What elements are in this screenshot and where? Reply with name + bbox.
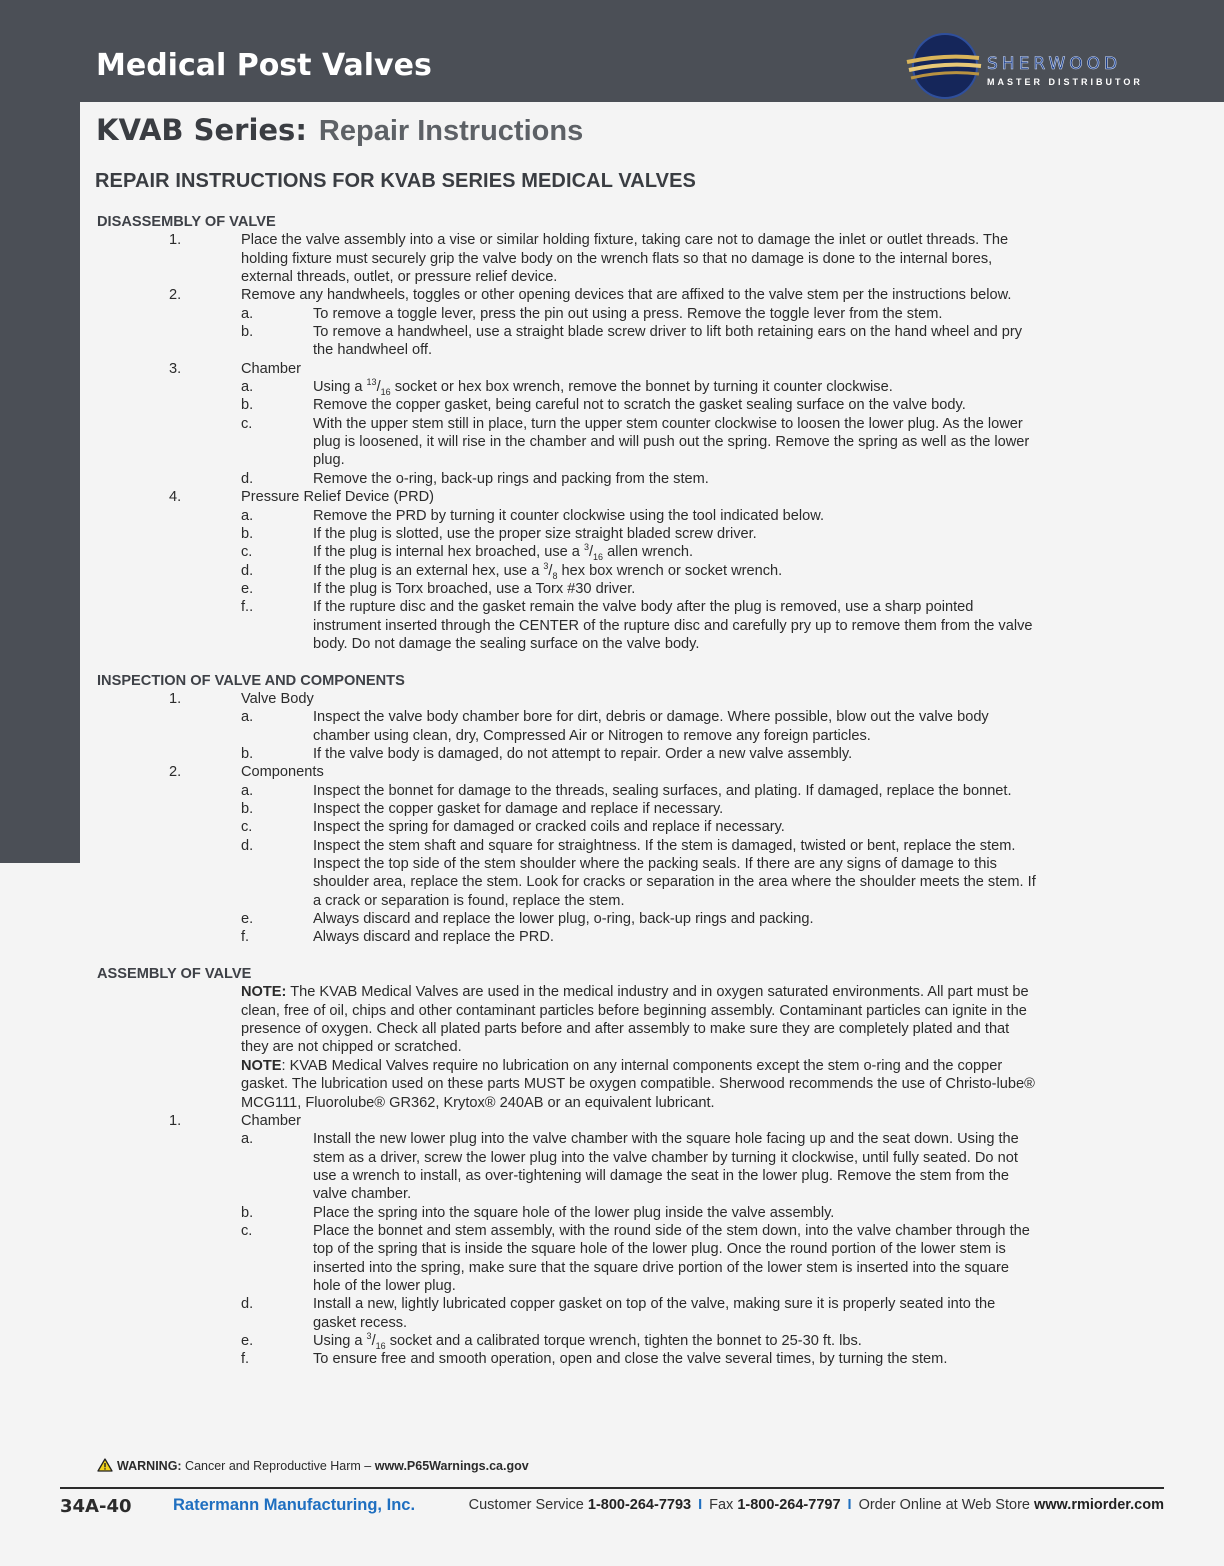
list-text: Inspect the valve body chamber bore for dirt, debris or damage. Where possible, blow out the valve body chamber using clean, dry, Compressed Air or Nitrogen to remove any foreign particles. xyxy=(313,709,989,744)
disassembly-title: DISASSEMBLY OF VALVE xyxy=(97,214,276,230)
list-text: To remove a handwheel, use a straight blade screw driver to lift both retaining ears on the hand wheel and pry the handwheel off. xyxy=(313,324,1023,359)
list-marker: a. xyxy=(241,507,254,524)
text-run: If the plug is internal hex broached, use a xyxy=(313,544,584,561)
list-text: Always discard and replace the lower plug, o-ring, back-up rings and packing. xyxy=(313,911,814,928)
note-label: NOTE: xyxy=(241,984,287,1001)
list-text: Chamber xyxy=(241,1112,302,1129)
list-item xyxy=(97,1222,1037,1295)
list-text: Install a new, lightly lubricated copper gasket on top of the valve, making sure it is properly seated into the gasket recess. xyxy=(313,1296,996,1331)
text-run: Using a xyxy=(313,379,367,396)
fax-label: Fax xyxy=(709,1497,738,1513)
list-marker: c. xyxy=(241,544,253,561)
page-number: 34A-40 xyxy=(60,1496,132,1517)
section-heading: REPAIR INSTRUCTIONS FOR KVAB SERIES MEDICAL VALVES xyxy=(95,170,696,192)
list-marker: d. xyxy=(241,1296,254,1313)
list-item xyxy=(97,837,1037,910)
spacer xyxy=(97,947,1037,965)
list-text: Remove the PRD by turning it counter clockwise using the tool indicated below. xyxy=(313,507,825,524)
fraction-slash: / xyxy=(376,379,381,396)
list-item xyxy=(97,360,1037,378)
warning-notice xyxy=(97,1458,529,1473)
list-marker: 1. xyxy=(169,690,182,707)
list-item xyxy=(97,1295,1037,1332)
list-marker: f. xyxy=(241,929,250,946)
list-item xyxy=(97,1350,1037,1368)
fraction-denominator: 16 xyxy=(375,1340,386,1351)
list-text: Inspect the copper gasket for damage and replace if necessary. xyxy=(313,801,724,817)
list-marker: e. xyxy=(241,1332,254,1349)
fraction-numerator: 3 xyxy=(543,560,549,571)
assembly-title: ASSEMBLY OF VALVE xyxy=(97,966,252,983)
list-marker: c. xyxy=(241,1222,253,1239)
fraction-numerator: 3 xyxy=(583,542,589,553)
text-run: Using a xyxy=(313,1332,367,1349)
list-marker: 1. xyxy=(169,1112,182,1129)
list-item xyxy=(97,782,1037,800)
sherwood-logo xyxy=(905,32,1155,100)
list-text: Place the spring into the square hole of the lower plug inside the valve assembly. xyxy=(313,1204,835,1221)
list-text: With the upper stem still in place, turn the upper stem counter clockwise to loosen the lower plug. As the lower plug is loosened, it will rise in the chamber and will push out the spring. Remove the spring as well as the lower plug. xyxy=(313,415,1030,469)
fax-phone: 1-800-264-7797 xyxy=(737,1497,841,1513)
footer-separator: I xyxy=(698,1497,703,1513)
list-marker: a. xyxy=(241,1131,254,1148)
contact-info xyxy=(469,1497,1164,1513)
list-item xyxy=(97,818,1037,836)
series-subtitle: Repair Instructions xyxy=(318,115,584,147)
warning-link[interactable]: www.P65Warnings.ca.gov xyxy=(374,1459,529,1473)
list-item xyxy=(97,800,1037,818)
list-marker: a. xyxy=(241,379,254,396)
text-run: socket and a calibrated torque wrench, tighten the bonnet to 25-30 ft. lbs. xyxy=(385,1332,862,1349)
list-text xyxy=(313,560,783,581)
list-item xyxy=(97,415,1037,470)
page-header xyxy=(0,0,1224,102)
list-item xyxy=(97,543,1037,561)
list-text: Remove any handwheels, toggles or other opening devices that are affixed to the valve stem per the instructions below. xyxy=(241,287,1012,304)
list-marker: 3. xyxy=(169,360,182,377)
list-item xyxy=(97,1332,1037,1350)
list-text: Remove the o-ring, back-up rings and packing from the stem. xyxy=(313,470,709,487)
list-marker: 2. xyxy=(169,287,182,304)
customer-service-phone[interactable]: 1-800-264-7793 xyxy=(587,1497,692,1513)
list-marker: c. xyxy=(241,415,253,432)
sherwood-globe-icon xyxy=(905,32,985,100)
note-paragraph xyxy=(97,1057,1037,1112)
header-title: Medical Post Valves xyxy=(96,48,432,83)
list-item xyxy=(97,598,1037,653)
list-text: Inspect the stem shaft and square for straightness. If the stem is damaged, twisted or bent, replace the stem. Inspect the top side of the stem shoulder where the packing seals. If there are any signs of damage to this shoulder area, replace the stem. Look for cracks or separation in the area where the shoulder meets the stem. If a crack or separation is found, replace the stem. xyxy=(313,837,1036,909)
list-item xyxy=(97,745,1037,763)
list-text xyxy=(313,1333,862,1349)
list-item xyxy=(97,1204,1037,1222)
list-marker: b. xyxy=(241,397,254,414)
footer-separator: I xyxy=(847,1497,852,1513)
text-run: hex box wrench or socket wrench. xyxy=(557,562,783,579)
logo-subtitle: MASTER DISTRIBUTOR xyxy=(987,77,1143,87)
text-run: If the plug is an external hex, use a xyxy=(313,562,544,579)
list-marker: a. xyxy=(241,782,254,799)
list-item xyxy=(97,928,1037,946)
list-item xyxy=(97,286,1037,304)
list-marker: a. xyxy=(241,305,254,322)
list-item xyxy=(97,690,1037,708)
side-tab xyxy=(0,102,80,863)
order-url[interactable]: www.rmiorder.com xyxy=(1034,1497,1164,1513)
list-marker: b. xyxy=(241,1204,254,1221)
list-text: Inspect the bonnet for damage to the threads, sealing surfaces, and plating. If damaged, replace the bonnet. xyxy=(313,782,1012,799)
list-text: If the rupture disc and the gasket remain the valve body after the plug is removed, use a sharp pointed instrument inserted through the CENTER of the rupture disc and carefully pry up to remove them from the valve body. Do not damage the sealing surface on the valve body. xyxy=(313,599,1033,652)
list-item xyxy=(97,507,1037,525)
list-text: Inspect the spring for damaged or cracked coils and replace if necessary. xyxy=(313,819,785,836)
list-text: To ensure free and smooth operation, open and close the valve several times, by turning the stem. xyxy=(313,1351,948,1368)
list-marker: a. xyxy=(241,709,254,726)
list-text: Remove the copper gasket, being careful not to scratch the gasket sealing surface on the valve body. xyxy=(313,397,966,414)
customer-service-label: Customer Service xyxy=(468,1497,588,1513)
list-text: If the plug is Torx broached, use a Torx #30 driver. xyxy=(313,580,636,597)
list-text: If the plug is slotted, use the proper size straight bladed screw driver. xyxy=(313,525,757,542)
warning-text: Cancer and Reproductive Harm – xyxy=(181,1459,375,1473)
note-paragraph xyxy=(97,983,1037,1056)
fraction-numerator: 3 xyxy=(366,1331,372,1342)
list-marker: f. xyxy=(241,1351,250,1368)
spacer xyxy=(97,653,1037,671)
list-marker: 2. xyxy=(169,764,182,781)
list-item xyxy=(97,1112,1037,1130)
list-item xyxy=(97,525,1037,543)
list-text: If the valve body is damaged, do not attempt to repair. Order a new valve assembly. xyxy=(313,745,853,762)
note-text: : KVAB Medical Valves require no lubrication on any internal components except the stem o-ring and the copper gasket. The lubrication used on these parts MUST be oxygen compatible. Sherwood recommends the use of Christo-lube® MCG111, Fluorolube® GR362, Krytox® 240AB or an equivalent lubricant. xyxy=(241,1057,1035,1111)
note-label: NOTE xyxy=(241,1057,282,1074)
list-text: Chamber xyxy=(241,360,302,377)
list-marker: 4. xyxy=(169,489,182,506)
list-marker: f.. xyxy=(241,599,254,616)
list-marker: d. xyxy=(241,562,254,579)
list-text: Place the bonnet and stem assembly, with the round side of the stem down, into the valve chamber through the top of the spring that is inside the square hole of the lower plug. Once the round portion of the lower stem is inserted into the spring, make sure that the square drive portion of the lower stem is inserted into the square hole of the lower plug. xyxy=(313,1222,1030,1294)
list-marker: c. xyxy=(241,819,253,836)
note-text: The KVAB Medical Valves are used in the medical industry and in oxygen saturated environments. All part must be clean, free of oil, chips and other contaminant particles before beginning assembly. Contaminant particles can ignite in the presence of oxygen. Check all plated parts before and after assembly to make sure they are completely plated and that they are not chipped or scratched. xyxy=(241,984,1029,1056)
list-marker: b. xyxy=(241,745,254,762)
warning-triangle-icon xyxy=(97,1458,113,1472)
list-text xyxy=(313,379,893,395)
list-text: Place the valve assembly into a vise or similar holding fixture, taking care not to damage the inlet or outlet threads. The holding fixture must securely grip the valve body on the wrench flats so that no damage is done to the internal bores, external threads, outlet, or pressure relief device. xyxy=(241,232,1009,286)
fraction-denominator: 8 xyxy=(552,570,558,581)
list-marker: b. xyxy=(241,525,254,542)
list-item xyxy=(97,488,1037,506)
fraction-slash: / xyxy=(588,544,594,561)
order-label: Order Online at Web Store xyxy=(858,1497,1034,1513)
list-marker: b. xyxy=(241,801,254,817)
list-marker: b. xyxy=(241,324,254,341)
list-text xyxy=(313,542,694,563)
fraction-denominator: 16 xyxy=(593,552,604,563)
list-text: To remove a toggle lever, press the pin out using a press. Remove the toggle lever from the stem. xyxy=(313,305,943,322)
logo-name: SHERWOOD xyxy=(987,54,1122,74)
list-item xyxy=(97,580,1037,598)
fraction-denominator: 16 xyxy=(380,387,391,397)
list-marker: d. xyxy=(241,837,254,854)
list-item xyxy=(97,231,1037,286)
list-item xyxy=(97,323,1037,360)
list-item xyxy=(97,305,1037,323)
fraction-numerator: 13 xyxy=(366,377,377,388)
list-text: Always discard and replace the PRD. xyxy=(313,929,554,946)
footer-divider xyxy=(60,1487,1164,1489)
list-item xyxy=(97,708,1037,745)
list-item xyxy=(97,396,1037,414)
list-marker: d. xyxy=(241,470,254,487)
list-item xyxy=(97,378,1037,396)
instructions-body xyxy=(97,213,1037,1369)
fraction-slash: / xyxy=(371,1332,376,1349)
fraction-slash: / xyxy=(548,562,553,579)
text-run: socket or hex box wrench, remove the bonnet by turning it counter clockwise. xyxy=(390,379,893,396)
series-name: KVAB Series: xyxy=(96,113,307,147)
list-item xyxy=(97,562,1037,580)
text-run: allen wrench. xyxy=(603,544,694,561)
list-text: Install the new lower plug into the valve chamber with the square hole facing up and the seat down. Using the stem as a driver, screw the lower plug into the valve chamber by turning it clockwise, until fully seated. Do not use a wrench to install, as over-tightening will damage the seat in the lower plug. Remove the stem from the valve chamber. xyxy=(313,1131,1019,1203)
list-item xyxy=(97,910,1037,928)
list-text: Pressure Relief Device (PRD) xyxy=(241,489,435,506)
inspection-title: INSPECTION OF VALVE AND COMPONENTS xyxy=(97,672,405,689)
list-item xyxy=(97,470,1037,488)
list-item xyxy=(97,763,1037,781)
list-marker: e. xyxy=(241,580,254,597)
list-text: Valve Body xyxy=(241,690,314,707)
list-marker: e. xyxy=(241,911,254,928)
company-name: Ratermann Manufacturing, Inc. xyxy=(173,1496,416,1514)
list-item xyxy=(97,1130,1037,1203)
list-text: Components xyxy=(241,764,324,781)
list-marker: 1. xyxy=(169,232,182,249)
warning-label: WARNING: xyxy=(117,1459,182,1473)
series-heading xyxy=(96,113,583,148)
